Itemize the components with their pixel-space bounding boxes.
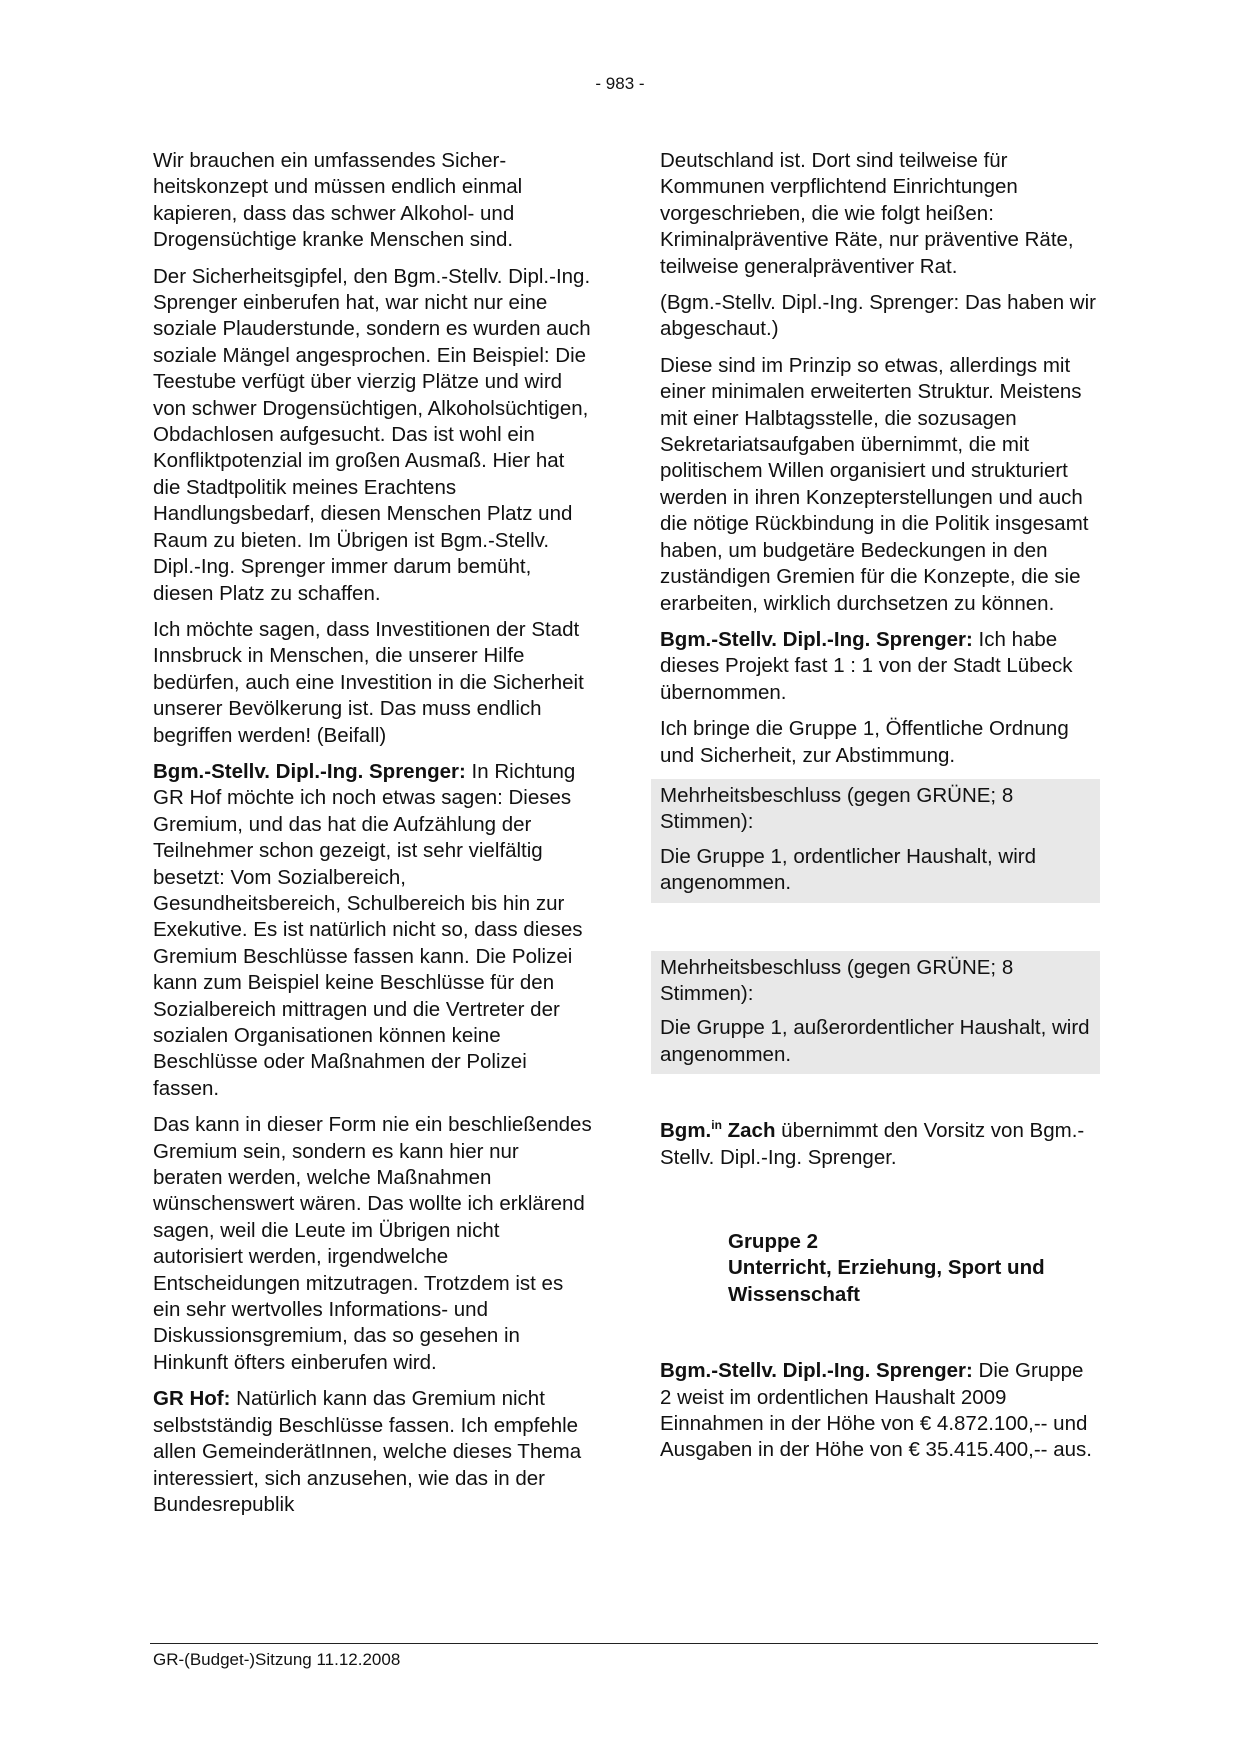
paragraph: Wir brauchen ein umfassendes Sicherheitskonzept und müssen endlich einmal kapieren, dass das schwer Alkohol- und Drogensüchtige kranke Menschen sind. bbox=[153, 149, 523, 252]
page-number: - 983 - bbox=[595, 74, 645, 93]
paragraph: Der Sicherheitsgipfel, den Bgm.-Stellv. Dipl.-Ing. Sprenger einberufen hat, war nicht nur eine soziale Plauderstunde, sondern es wurden auch soziale Mängel angesprochen. Ein Beispiel: Die Teestube verfügt über vierzig Plätze und wird von schwer Drogensüchtigen, Alkoholsüchtigen, Obdachlosen aufgesucht. Das ist wohl ein Konfliktpotenzial im großen Ausmaß. Hier hat die Stadtpolitik meines Erachtens Handlungsbedarf, diesen Menschen Platz und Raum zu bieten. Im Übrigen ist Bgm.-Stellv. Dipl.-Ing. Sprenger immer darum bemüht, diesen Platz zu schaffen. bbox=[153, 264, 591, 605]
vote-majority: Mehrheitsbeschluss (gegen GRÜNE; 8 Stimmen): bbox=[660, 783, 1014, 834]
left-column bbox=[153, 148, 593, 1528]
interjection: (Bgm.-Stellv. Dipl.-Ing. Sprenger: Das haben wir abgeschaut.) bbox=[660, 291, 1096, 341]
speaker-name: GR Hof: bbox=[153, 1387, 231, 1411]
group-heading-line: Wissenschaft bbox=[728, 1282, 860, 1306]
vote-result: Die Gruppe 1, ordentlicher Haushalt, wird angenommen. bbox=[660, 844, 1037, 895]
paragraph: Ich möchte sagen, dass Investitionen der Stadt Innsbruck in Menschen, die unserer Hilfe bedürfen, auch eine Investition in die Sicherheit unserer Bevölkerung ist. Das muss endlich begriffen werden! (Beifall) bbox=[153, 617, 584, 747]
right-column bbox=[660, 148, 1100, 1474]
speech-paragraph bbox=[153, 1386, 593, 1518]
vote-result-box bbox=[651, 951, 1100, 1075]
chair-name: Zach bbox=[721, 1119, 776, 1143]
speaker-name: Bgm.-Stellv. Dipl.-Ing. Sprenger: bbox=[660, 627, 973, 651]
speech-text: Ich habe dieses Projekt fast 1 : 1 von der Stadt Lübeck übernommen. bbox=[660, 627, 1073, 704]
chair-text: übernimmt den Vorsitz von Bgm.-Stellv. Dipl.-Ing. Sprenger. bbox=[660, 1119, 1085, 1169]
speech-paragraph bbox=[660, 627, 1100, 706]
footer-session-label: GR-(Budget-)Sitzung 11.12.2008 bbox=[153, 1650, 401, 1669]
speaker-name: Bgm.-Stellv. Dipl.-Ing. Sprenger: bbox=[660, 1359, 973, 1383]
speech-text: Natürlich kann das Gremium nicht selbstständig Beschlüsse fassen. Ich empfehle allen GemeinderätInnen, welche dieses Thema interessiert, sich anzusehen, wie das in der Bundesrepublik bbox=[153, 1387, 582, 1516]
speech-paragraph bbox=[660, 1358, 1100, 1464]
vote-majority: Mehrheitsbeschluss (gegen GRÜNE; 8 Stimmen): bbox=[660, 955, 1014, 1005]
chair-title: Bgm. bbox=[660, 1119, 712, 1143]
paragraph: Ich bringe die Gruppe 1, Öffentliche Ordnung und Sicherheit, zur Abstimmung. bbox=[660, 717, 1069, 767]
speech-text: In Richtung GR Hof möchte ich noch etwas sagen: Dieses Gremium, und das hat die Aufzählung der Teilnehmer schon gezeigt, ist sehr vielfältig besetzt: Vom Sozialbereich, Gesundheitsbereich, Schulbereich bis hin zur Exekutive. Es ist natürlich nicht so, dass dieses Gremium Beschlüsse fassen kann. Die Polizei kann zum Beispiel keine Beschlüsse für den Sozialbereich mittragen und die Vertreter der sozialen Organisationen können keine Beschlüsse oder Maßnahmen der Polizei fassen. bbox=[153, 759, 583, 1100]
paragraph: Das kann in dieser Form nie ein beschließendes Gremium sein, sondern es kann hier nur beraten werden, welche Maßnahmen wünschenswert wären. Das wollte ich erklärend sagen, weil die Leute im Übrigen nicht autorisiert werden, irgendwelche Entscheidungen mitzutragen. Trotzdem ist es ein sehr wertvolles Informations- und Diskussionsgremium, das so gesehen in Hinkunft öfters einberufen wird. bbox=[153, 1113, 592, 1374]
chair-superscript: in bbox=[711, 1118, 722, 1133]
footer-divider bbox=[150, 1643, 1098, 1644]
speech-paragraph bbox=[153, 759, 593, 1102]
group-heading bbox=[660, 1229, 1100, 1308]
vote-result-box bbox=[651, 779, 1100, 903]
speech-text: Die Gruppe 2 weist im ordentlichen Haushalt 2009 Einnahmen in der Höhe von € 4.872.100,-- und Ausgaben in der Höhe von € 35.415.400,-- aus. bbox=[660, 1359, 1092, 1462]
vote-result: Die Gruppe 1, außerordentlicher Haushalt, wird angenommen. bbox=[660, 1016, 1090, 1066]
paragraph: Diese sind im Prinzip so etwas, allerdings mit einer minimalen erweiterten Struktur. Meistens mit einer Halbtagsstelle, die sozusagen Sekretariatsaufgaben übernimmt, die mit politischem Willen organisiert und strukturiert werden in ihren Konzepterstellungen und auch die nötige Rückbindung in die Politik insgesamt haben, um budgetäre Bedeckungen in den zuständigen Gremien für die Konzepte, die sie erarbeiten, wirklich durchsetzen zu können. bbox=[660, 353, 1089, 615]
group-heading-line: Unterricht, Erziehung, Sport und bbox=[728, 1256, 1045, 1280]
paragraph: Deutschland ist. Dort sind teilweise für Kommunen verpflichtend Einrichtungen vorgeschrieben, die wie folgt heißen: Kriminalpräventive Räte, nur präventive Räte, teilweise generalpräventiver Rat. bbox=[660, 149, 1074, 278]
chair-change-note bbox=[660, 1118, 1100, 1171]
group-heading-line: Gruppe 2 bbox=[728, 1230, 818, 1253]
speaker-name: Bgm.-Stellv. Dipl.-Ing. Sprenger: bbox=[153, 759, 466, 783]
